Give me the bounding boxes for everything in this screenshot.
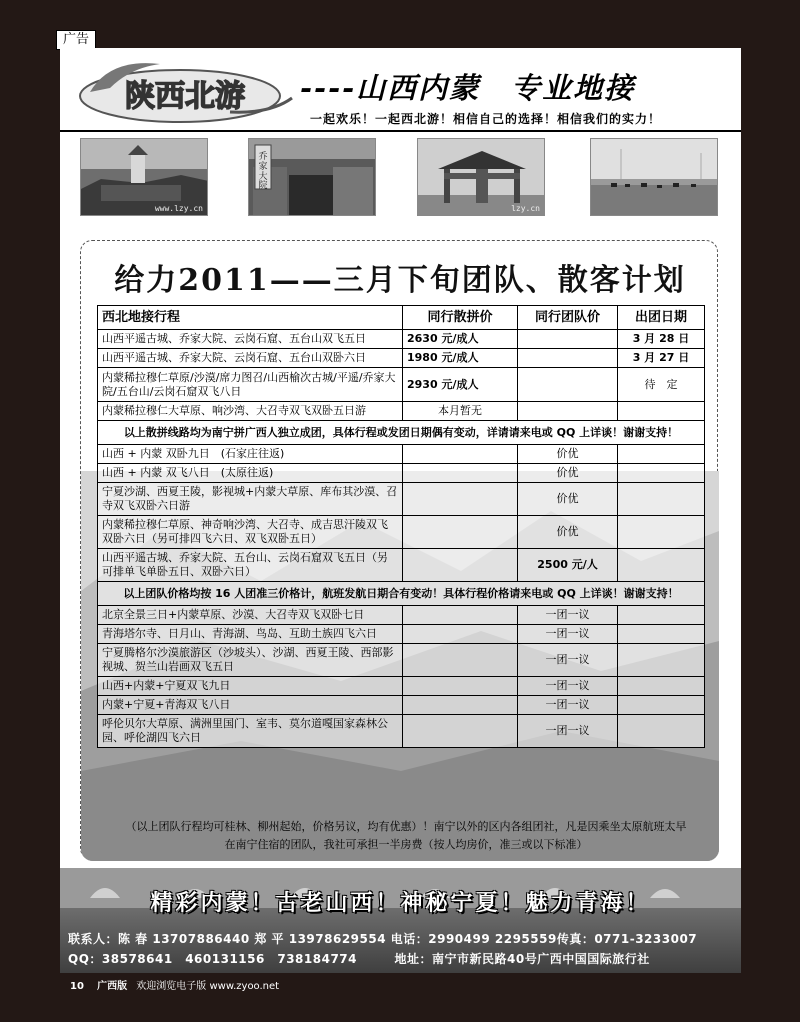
date-cell: 待 定 [618, 368, 705, 402]
note-row [98, 421, 705, 445]
footnote-line-1: （以上团队行程均可桂林、柳州起始，价格另议，均有优惠）！南宁以外的区内各组团社，凡是因乘坐太原航班太早 [125, 820, 687, 833]
table-row [98, 402, 705, 421]
team-price-cell: 一团一议 [518, 625, 618, 644]
date-cell [618, 549, 705, 582]
team-price-cell: 价优 [518, 516, 618, 549]
ad-header [60, 48, 741, 132]
scatter-price-cell [403, 549, 518, 582]
table-row [98, 349, 705, 368]
photo-strip [60, 138, 741, 228]
date-cell [618, 625, 705, 644]
date-cell: 3 月 27 日 [618, 349, 705, 368]
route-cell: 山西平遥古城、乔家大院、云岗石窟、五台山双飞五日 [98, 330, 403, 349]
route-cell: 内蒙稀拉穆仁草原/沙漠/席力图召/山西榆次古城/平遥/乔家大院/五台山/云岗石窟双飞八日 [98, 368, 403, 402]
svg-text:大: 大 [258, 172, 268, 182]
team-price-cell [518, 402, 618, 421]
footer-text: 欢迎浏览电子版 www.zyoo.net [136, 981, 280, 992]
col-date-header: 出团日期 [618, 306, 705, 330]
plan-title: 给力2011——三月下旬团队、散客计划 [114, 263, 686, 298]
svg-text:陕西北游: 陕西北游 [125, 79, 245, 114]
scatter-price-cell [403, 625, 518, 644]
col-scatter-header: 同行散拼价 [403, 306, 518, 330]
edition-label: 广西版 [97, 981, 128, 992]
team-price-cell [518, 368, 618, 402]
scatter-price-cell [403, 445, 518, 464]
date-cell [618, 402, 705, 421]
date-cell [618, 483, 705, 516]
date-cell [618, 696, 705, 715]
date-cell [618, 644, 705, 677]
table-row [98, 644, 705, 677]
scatter-price-cell [403, 696, 518, 715]
date-cell [618, 606, 705, 625]
route-cell: 山西 + 内蒙 双卧九日 (石家庄往返) [98, 445, 403, 464]
ad-sheet [60, 48, 741, 973]
date-cell [618, 677, 705, 696]
svg-text:家: 家 [258, 162, 268, 172]
route-cell: 山西 + 内蒙 双飞八日 (太原往返) [98, 464, 403, 483]
team-price-cell: 价优 [518, 464, 618, 483]
table-row [98, 445, 705, 464]
company-logo [70, 54, 300, 130]
scatter-price-cell [403, 606, 518, 625]
contact-line-1: 联系人：陈 春 13707886440 郑 平 13978629554 电话：2990499 2295559传真：0771-3233007 [68, 932, 698, 946]
plan-box [80, 240, 718, 860]
page-footer [70, 977, 279, 992]
route-cell: 青海塔尔寺、日月山、青海湖、鸟岛、互助土族四飞六日 [98, 625, 403, 644]
table-header-row [98, 306, 705, 330]
team-note: 以上团队价格均按 16 人团准三价格计，航班发航日期合有变动！具体行程价格请来电或 QQ 上详谈！谢谢支持！ [98, 582, 705, 606]
svg-text:乔: 乔 [258, 152, 268, 162]
route-cell: 内蒙稀拉穆仁草原、神奇响沙湾、大召寺、成吉思汗陵双飞双卧六日（另可排四飞六日、双飞双卧五日） [98, 516, 403, 549]
scatter-price-cell: 本月暂无 [403, 402, 518, 421]
note-row [98, 582, 705, 606]
route-cell: 宁夏沙湖、西夏王陵，影视城+内蒙大草原、库布其沙漠、召寺双飞双卧六日游 [98, 483, 403, 516]
date-cell [618, 445, 705, 464]
table-row [98, 715, 705, 748]
team-price-cell: 一团一议 [518, 644, 618, 677]
col-route-header: 西北地接行程 [98, 306, 403, 330]
photo-qiao-courtyard [248, 138, 376, 216]
scatter-price-cell [403, 644, 518, 677]
photo-grassland [590, 138, 718, 216]
table-row [98, 606, 705, 625]
date-cell [618, 715, 705, 748]
svg-text:院: 院 [258, 181, 268, 191]
date-cell: 3 月 28 日 [618, 330, 705, 349]
plan-table [97, 305, 705, 748]
table-row [98, 696, 705, 715]
team-price-cell: 2500 元/人 [518, 549, 618, 582]
photo-archway [417, 138, 545, 216]
team-price-cell: 价优 [518, 445, 618, 464]
scatter-price-cell: 2630 元/成人 [403, 330, 518, 349]
scatter-price-cell: 2930 元/成人 [403, 368, 518, 402]
team-price-cell [518, 349, 618, 368]
table-row [98, 483, 705, 516]
bottom-banner [60, 868, 741, 973]
scatter-price-cell [403, 715, 518, 748]
table-row [98, 464, 705, 483]
route-cell: 山西平遥古城、乔家大院、云岗石窟、五台山双卧六日 [98, 349, 403, 368]
scatter-price-cell [403, 483, 518, 516]
team-price-cell: 一团一议 [518, 715, 618, 748]
ad-tag: 广告 [56, 30, 96, 50]
route-cell: 呼伦贝尔大草原、满洲里国门、室韦、莫尔道嘎国家森林公园、呼伦湖四飞六日 [98, 715, 403, 748]
route-cell: 内蒙稀拉穆仁大草原、响沙湾、大召寺双飞双卧五日游 [98, 402, 403, 421]
table-row [98, 368, 705, 402]
team-price-cell: 一团一议 [518, 677, 618, 696]
date-cell [618, 516, 705, 549]
route-cell: 山西+内蒙+宁夏双飞九日 [98, 677, 403, 696]
team-price-cell: 一团一议 [518, 696, 618, 715]
contact-line-2: QQ：38578641 460131156 738184774 地址：南宁市新民路40号广西中国国际旅行社 [68, 952, 650, 966]
scatter-price-cell [403, 677, 518, 696]
route-cell: 内蒙+宁夏+青海双飞八日 [98, 696, 403, 715]
footnote [96, 818, 716, 854]
date-cell [618, 464, 705, 483]
table-row [98, 330, 705, 349]
photo-watermark: lzy.cn [511, 204, 540, 213]
table-row [98, 516, 705, 549]
team-price-cell: 价优 [518, 483, 618, 516]
route-cell: 北京全景三日+内蒙草原、沙漠、大召寺双飞双卧七日 [98, 606, 403, 625]
footnote-line-2: 在南宁住宿的团队，我社可承担一半房费（按人均房价，准三或以下标准） [224, 838, 588, 851]
table-row [98, 677, 705, 696]
table-row [98, 625, 705, 644]
slogan: ----山西内蒙 专业地接 [300, 71, 636, 105]
table-row [98, 549, 705, 582]
page-number: 10 [70, 981, 84, 992]
route-cell: 山西平遥古城、乔家大院、五台山、云岗石窟双飞五日（另可排单飞单卧五日、双卧六日） [98, 549, 403, 582]
route-cell: 宁夏腾格尔沙漠旅游区（沙坡头）、沙湖、西夏王陵、西部影视城、贺兰山岩画双飞五日 [98, 644, 403, 677]
col-team-header: 同行团队价 [518, 306, 618, 330]
scatter-price-cell [403, 516, 518, 549]
team-price-cell: 一团一议 [518, 606, 618, 625]
banner-slogan: 精彩内蒙！古老山西！神秘宁夏！魅力青海！ [150, 890, 651, 916]
scatter-note: 以上散拼线路均为南宁拼广西人独立成团，具体行程或发团日期偶有变动，详请请来电或 QQ 上详谈！谢谢支持！ [98, 421, 705, 445]
photo-watermark: www.lzy.cn [154, 204, 203, 213]
scatter-price-cell [403, 464, 518, 483]
tagline: 一起欢乐！一起西北游！相信自己的选择！相信我们的实力！ [310, 112, 662, 126]
photo-temple [80, 138, 208, 216]
team-price-cell [518, 330, 618, 349]
scatter-price-cell: 1980 元/成人 [403, 349, 518, 368]
